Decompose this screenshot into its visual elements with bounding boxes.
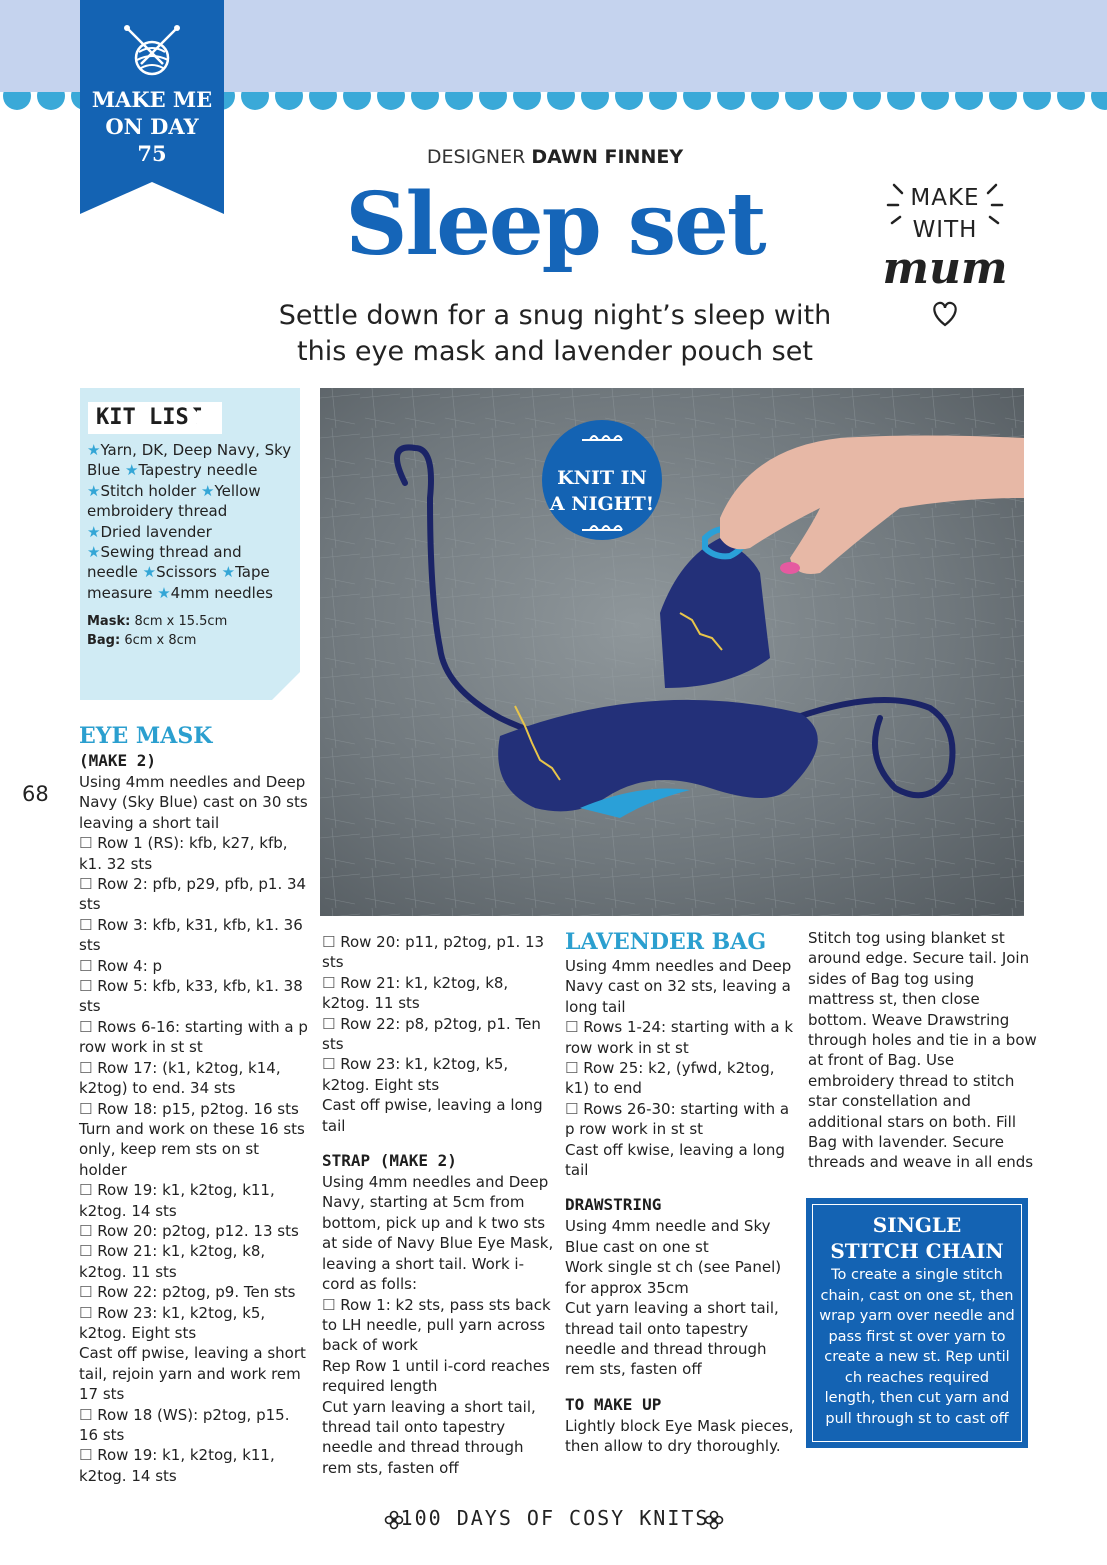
pattern-row: Row 18: p15, p2tog. 16 sts <box>97 1099 299 1118</box>
pattern-row: Row 21: k1, k2tog, k8, k2tog. 11 sts <box>322 973 509 1013</box>
badge-line1: MAKE <box>910 185 980 211</box>
heart-icon <box>934 303 955 325</box>
day-tab-text <box>80 86 224 167</box>
checkbox-icon: ☐ <box>79 1058 98 1077</box>
cast-off-note: Cast off kwise, leaving a long tail <box>565 1140 785 1180</box>
day-tab-number: 75 <box>137 141 167 166</box>
bag-size: 6cm x 8cm <box>124 633 197 648</box>
make-up-heading: TO MAKE UP <box>565 1394 662 1414</box>
pattern-row: Row 23: k1, k2tog, k5, k2tog. Eight sts <box>322 1055 509 1094</box>
pattern-row: Row 23: k1, k2tog, k5, k2tog. Eight sts <box>79 1303 266 1342</box>
pattern-row: Row 21: k1, k2tog, k8, k2tog. 11 sts <box>79 1242 266 1281</box>
photo-badge-line2: A NIGHT! <box>549 493 655 515</box>
star-icon: ★ <box>87 441 101 459</box>
pattern-row: Row 20: p2tog, p12. 13 sts <box>97 1221 299 1240</box>
star-icon: ★ <box>87 522 101 541</box>
pattern-row: Row 17: (k1, k2tog, k14, k2tog) to end. 34 sts <box>79 1058 281 1098</box>
checkbox-icon: ☐ <box>565 1059 584 1078</box>
checkbox-icon: ☐ <box>565 1099 584 1118</box>
single-stitch-chain-text: To create a single stitch chain, cast on one st, then wrap yarn over needle and pass first st over yarn to create a new st. Rep until ch reaches required length, then cut yarn and pull through st to cast off <box>819 1267 1015 1427</box>
strap-heading: STRAP (MAKE 2) <box>322 1151 457 1171</box>
photo-badge-line1: KNIT IN <box>557 467 647 489</box>
page-title: Sleep set <box>345 174 765 275</box>
checkbox-icon: ☐ <box>565 1018 584 1037</box>
designer-label: DESIGNER <box>426 146 526 168</box>
kit-item: Tapestry needle <box>138 461 258 480</box>
checkbox-icon: ☐ <box>79 1446 98 1465</box>
chain-title-line2: STITCH CHAIN <box>830 1239 1004 1263</box>
pattern-row: Row 2: pfb, p29, pfb, p1. 34 sts <box>79 875 307 914</box>
lavender-bag-heading: LAVENDER BAG <box>565 929 767 955</box>
kit-item: Dried lavender <box>100 522 212 541</box>
pattern-row: Row 22: p8, p2tog, p1. Ten sts <box>322 1014 541 1054</box>
bag-size-label: Bag: <box>87 633 121 648</box>
checkbox-icon: ☐ <box>79 875 98 894</box>
star-icon: ★ <box>87 543 101 562</box>
pattern-row: Rows 1-24: starting with a k row work in st st <box>565 1018 793 1057</box>
checkbox-icon: ☐ <box>322 1295 341 1314</box>
mask-size-label: Mask: <box>87 614 131 629</box>
drawstring-work: Work single st ch (see Panel) for approx 35cm <box>565 1258 782 1297</box>
badge-line3: mum <box>882 243 1008 294</box>
pattern-row: Row 3: kfb, k31, kfb, k1. 36 sts <box>79 915 303 955</box>
checkbox-icon: ☐ <box>79 1303 98 1322</box>
subtitle-line2: this eye mask and lavender pouch set <box>297 336 813 367</box>
checkbox-icon: ☐ <box>79 1099 98 1118</box>
kit-item: Scissors <box>156 563 217 582</box>
product-photo <box>320 388 1024 916</box>
kit-list-title: KIT LIST <box>88 402 222 434</box>
designer-credit <box>380 146 730 168</box>
checkbox-icon: ☐ <box>79 1405 98 1424</box>
kit-list-items <box>87 440 297 603</box>
eye-mask-subheading: (MAKE 2) <box>79 751 157 770</box>
strap-intro: Using 4mm needles and Deep Navy, starting at 5cm from bottom, pick up and k two sts at side of Navy Blue Eye Mask, leaving a short tail. Work i-cord as folls: <box>322 1173 554 1294</box>
checkbox-icon: ☐ <box>322 973 341 992</box>
make-up-column <box>808 928 1040 1173</box>
pattern-row: Row 20: p11, p2tog, p1. 13 sts <box>322 933 545 972</box>
checkbox-icon: ☐ <box>79 834 98 853</box>
pattern-row: Row 1 (RS): kfb, k27, kfb, k1. 32 sts <box>79 834 288 873</box>
kit-list-corner <box>272 672 300 700</box>
checkbox-icon: ☐ <box>79 977 98 996</box>
checkbox-icon: ☐ <box>322 1055 341 1074</box>
pattern-row: Row 1: k2 sts, pass sts back to LH needle, pull yarn across back of work <box>322 1295 551 1355</box>
yarn-ball-icon <box>119 22 185 80</box>
checkbox-icon: ☐ <box>79 1181 98 1200</box>
flower-icon <box>704 1510 724 1530</box>
turn-note: Turn and work on these 16 sts only, keep rem sts on st holder <box>79 1119 305 1179</box>
star-icon: ★ <box>124 461 139 480</box>
repeat-note: Rep Row 1 until i-cord reaches required length <box>322 1356 550 1396</box>
pattern-row: Row 19: k1, k2tog, k11, k2tog. 14 sts <box>79 1181 275 1220</box>
subtitle-line1: Settle down for a snug night’s sleep with <box>278 300 832 331</box>
checkbox-icon: ☐ <box>79 915 98 934</box>
page-number: 68 <box>22 782 49 806</box>
pattern-row: Rows 6-16: starting with a p row work in st st <box>79 1017 308 1057</box>
star-icon: ★ <box>221 563 236 582</box>
kit-sizes <box>87 612 297 650</box>
checkbox-icon: ☐ <box>79 1242 98 1261</box>
single-stitch-chain-title <box>812 1212 1022 1264</box>
checkbox-icon: ☐ <box>79 1017 98 1036</box>
pattern-row: Row 22: p2tog, p9. Ten sts <box>97 1283 296 1302</box>
drawstring-intro: Using 4mm needle and Sky Blue cast on one st <box>565 1217 771 1256</box>
mask-size: 8cm x 15.5cm <box>134 614 228 629</box>
make-with-mum-badge <box>880 175 1010 330</box>
checkbox-icon: ☐ <box>79 956 98 975</box>
make-up-continued: Stitch tog using blanket st around edge. Secure tail. Join sides of Bag tog using mattress st, then close bottom. Weave Drawstring through holes and tie in a bow at front of Bag. Use embroidery thread to stitch star constellation and additional stars on both. Fill Bag with lavender. Secure threads and weave in all ends <box>808 929 1037 1172</box>
subtitle <box>200 298 910 370</box>
pattern-row: Row 19: k1, k2tog, k11, k2tog. 14 sts <box>79 1446 275 1485</box>
kit-item: Yarn, DK, Deep Navy, Sky Blue <box>87 441 292 480</box>
make-up-text: Lightly block Eye Mask pieces, then allow to dry thoroughly. <box>565 1416 794 1456</box>
kit-list-title-tip <box>188 402 202 434</box>
kit-item: Yellow embroidery thread <box>87 481 261 521</box>
star-icon: ★ <box>87 481 101 500</box>
drawstring-heading: DRAWSTRING <box>565 1195 662 1215</box>
star-icon: ★ <box>157 583 171 602</box>
day-tab-line2: ON DAY <box>105 114 199 139</box>
lavender-bag-intro: Using 4mm needles and Deep Navy cast on 32 sts, leaving a long tail <box>565 957 792 1016</box>
cast-off-note: Cast off pwise, leaving a long tail <box>322 1096 543 1135</box>
badge-line2: WITH <box>912 217 978 243</box>
finish-note: Cut yarn leaving a short tail, thread tail onto tapestry needle and thread through rem sts, fasten off <box>322 1397 536 1477</box>
eye-mask-intro: Using 4mm needles and Deep Navy (Sky Blue) cast on 30 sts leaving a short tail <box>79 773 308 832</box>
pattern-row: Row 5: kfb, k33, kfb, k1. 38 sts <box>79 977 303 1016</box>
star-icon: ★ <box>142 563 157 582</box>
chain-title-line1: SINGLE <box>872 1213 962 1237</box>
footer-title: 100 DAYS OF COSY KNITS <box>400 1506 710 1530</box>
kit-item: Sewing thread and needle <box>87 543 242 582</box>
pattern-row: Row 4: p <box>97 956 163 975</box>
pattern-row: Row 25: k2, (yfwd, k2tog, k1) to end <box>565 1059 775 1098</box>
pattern-row: Row 18 (WS): p2tog, p15. 16 sts <box>79 1405 290 1444</box>
designer-name: DAWN FINNEY <box>531 146 684 168</box>
day-tab-line1: MAKE ME <box>91 87 213 112</box>
star-icon: ★ <box>200 481 215 500</box>
lavender-bag-column <box>565 928 797 1457</box>
drawstring-finish: Cut yarn leaving a short tail, thread tail onto tapestry needle and thread through rem sts, fasten off <box>565 1299 779 1379</box>
eye-mask-heading: EYE MASK <box>79 723 213 749</box>
checkbox-icon: ☐ <box>322 1014 341 1033</box>
pattern-row: Rows 26-30: starting with a p row work in st st <box>565 1099 790 1139</box>
checkbox-icon: ☐ <box>79 1283 98 1302</box>
kit-item: 4mm needles <box>170 583 273 602</box>
kit-item: Tape measure <box>87 563 270 602</box>
strap-column <box>322 932 554 1478</box>
kit-item: Stitch holder <box>100 481 197 500</box>
checkbox-icon: ☐ <box>79 1221 98 1240</box>
cast-off-note: Cast off pwise, leaving a short tail, rejoin yarn and work rem 17 sts <box>79 1344 306 1404</box>
checkbox-icon: ☐ <box>322 933 341 951</box>
eye-mask-column <box>79 722 311 1486</box>
